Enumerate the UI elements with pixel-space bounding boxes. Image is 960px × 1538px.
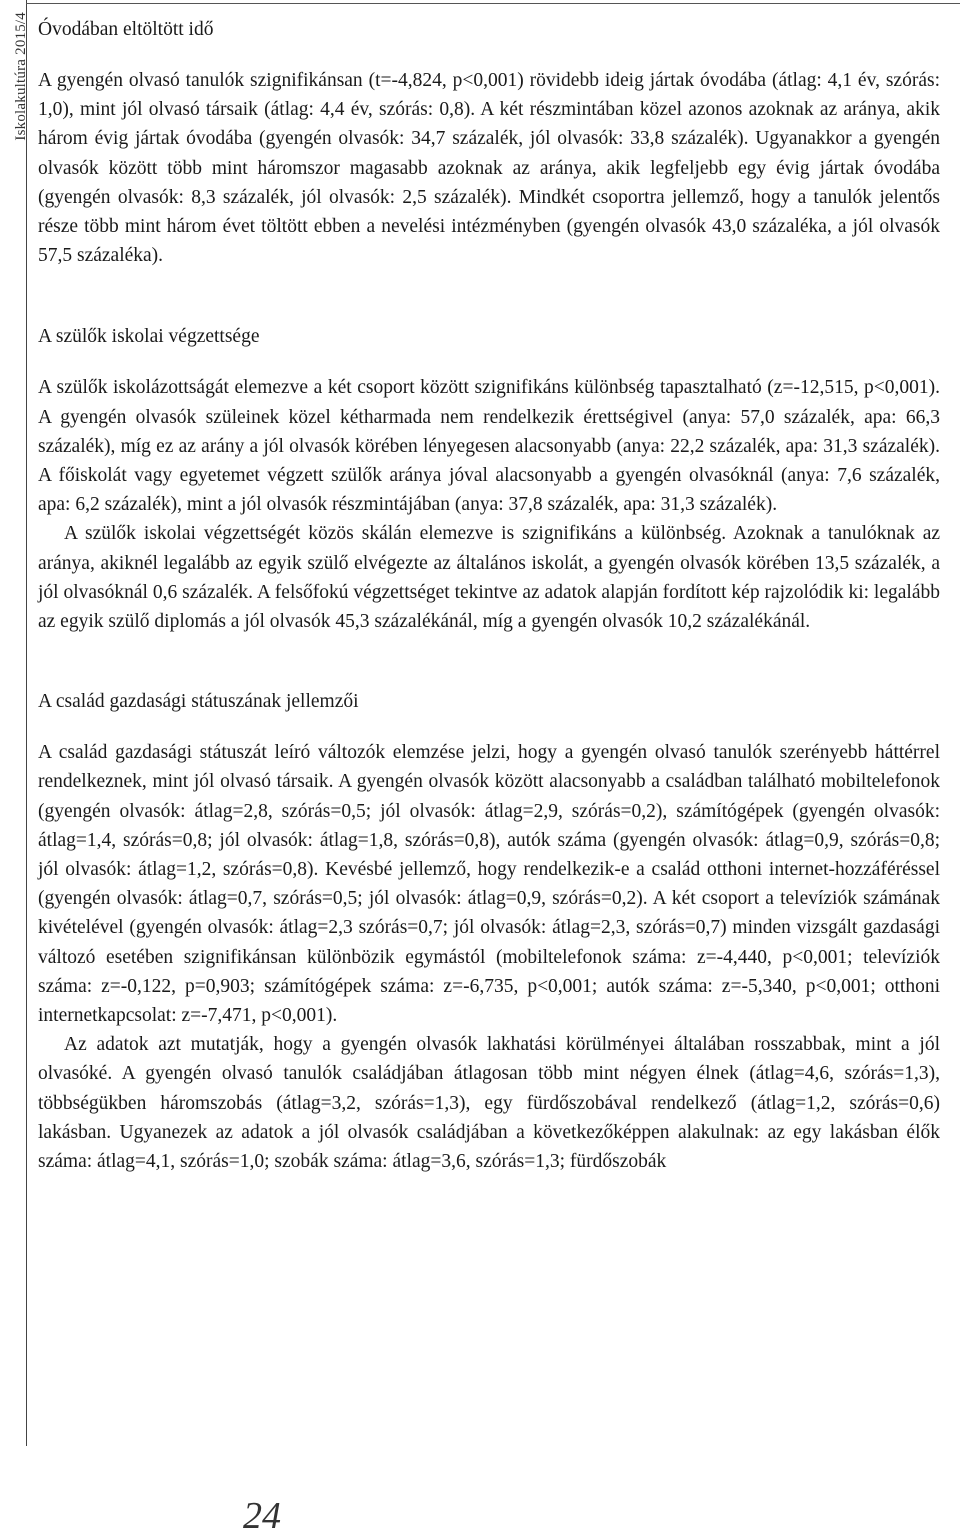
body-paragraph: Az adatok azt mutatják, hogy a gyengén olvasók lakhatási körülményei általában rosszabbak, mint a jól olvasóké. A gyengén olvasó tanulók családjában átlagosan több mint négyen élnek (átlag=4,6, szórás=1,3), többségükben háromszobás (átlag=3,2, szórás=1,3), egy fürdőszobával rendelkező (átlag=1,2, szórás=0,6) lakásban. Ugyanezek az adatok a jól olvasók családjában a következőképpen alakulnak: az egy lakásban élők száma: átlag=4,1, szórás=1,0; szobák száma: átlag=3,6, szórás=1,3; fürdőszobák <box>38 1034 940 1173</box>
section-parents-education <box>38 322 940 636</box>
section-heading: A szülők iskolai végzettsége <box>38 326 260 348</box>
body-paragraph: A szülők iskolai végzettségét közös skálán elemezve is szignifikáns a különbség. Azoknak a tanulóknak az aránya, akiknél legalább az egyik szülő elvégezte az általános iskolát, a gyengén olvasók körében 13,5 százalék, a jól olvasóknál 0,6 százalék. A felsőfokú végzettséget tekintve az adatok alapján fordított kép rajzolódik ki: legalább az egyik szülő diplomás a jól olvasók 45,3 százalékánál, míg a gyengén olvasók 10,2 százalékánál. <box>38 523 940 633</box>
section-family-economic-status <box>38 687 940 1176</box>
journal-side-tab <box>0 0 27 1446</box>
body-paragraph: A gyengén olvasó tanulók szignifikánsan (t=-4,824, p<0,001) rövidebb ideig jártak óvodába (átlag: 4,1 év, szórás: 1,0), mint jól olvasó társaik (átlag: 4,4 év, szórás: 0,8). A két részmintában közel azonos azoknak az aránya, akik három évig jártak óvodába (gyengén olvasók: 34,7 százalék, jól olvasók: 33,8 százalék). Ugyanakkor a gyengén olvasók között több mint háromszor magasabb azoknak az aránya, akik legfeljebb egy évig jártak óvodába (gyengén olvasók: 8,3 százalék, jól olvasók: 2,5 százalék). Mindkét csoportra jellemző, hogy a tanulók jelentős része több mint három évet töltött ebben a nevelési intézményben (gyengén olvasók 43,0 százaléka, a jól olvasók 57,5 százaléka). <box>38 70 940 267</box>
section-heading: A család gazdasági státuszának jellemzői <box>38 691 359 713</box>
section-kindergarten-time <box>38 15 940 270</box>
section-heading: Óvodában eltöltött idő <box>38 19 214 40</box>
article-body <box>38 15 940 1176</box>
journal-label: Iskolakultúra 2015/4 <box>13 12 29 141</box>
body-paragraph: A szülők iskolázottságát elemezve a két csoport között szignifikáns különbség tapasztalható (z=-12,515, p<0,001). A gyengén olvasók szüleinek közel kétharmada nem rendelkezik érettségivel (anya: 57,0 százalék, apa: 66,3 százalék), míg ez az arány a jól olvasók körében lényegesen alacsonyabb (anya: 22,2 százalék, apa: 31,3 százalék). A főiskolát vagy egyetemet végzett szülők aránya jóval alacsonyabb a gyengén olvasóknál (anya: 7,6 százalék, apa: 6,2 százalék), mint a jól olvasók részmintájában (anya: 37,8 százalék, apa: 31,3 százalék). <box>38 377 940 516</box>
top-rule <box>26 3 960 4</box>
page-number: 24 <box>243 1495 281 1537</box>
body-paragraph: A család gazdasági státuszát leíró változók elemzése jelzi, hogy a gyengén olvasó tanulók szerényebb háttérrel rendelkeznek, mint jól olvasó társaik. A gyengén olvasók között alacsonyabb a családban található mobiltelefonok (gyengén olvasók: átlag=2,8, szórás=0,5; jól olvasók: átlag=2,9, szórás=0,2), számítógépek (gyengén olvasók: átlag=1,4, szórás=0,8; jól olvasók: átlag=1,8, szórás=0,8), autók száma (gyengén olvasók: átlag=0,9, szórás=0,8; jól olvasók: átlag=1,2, szórás=0,8). Kevésbé jellemző, hogy rendelkezik-e a család otthoni internet-hozzáféréssel (gyengén olvasók: átlag=0,7, szórás=0,5; jól olvasók: átlag=0,9, szórás=0,2). A két csoport a televíziók számának kivételével (gyengén olvasók: átlag=2,3 szórás=0,7; jól olvasók: átlag=2,3, szórás=0,7) minden vizsgált gazdasági változó esetében szignifikánsan különbözik egymástól (mobiltelefonok száma: z=-4,440, p<0,001; televíziók száma: z=-0,122, p=0,903; számítógépek száma: z=-6,735, p<0,001; autók száma: z=-5,340, p<0,001; otthoni internetkapcsolat: z=-7,471, p<0,001). <box>38 742 940 1027</box>
